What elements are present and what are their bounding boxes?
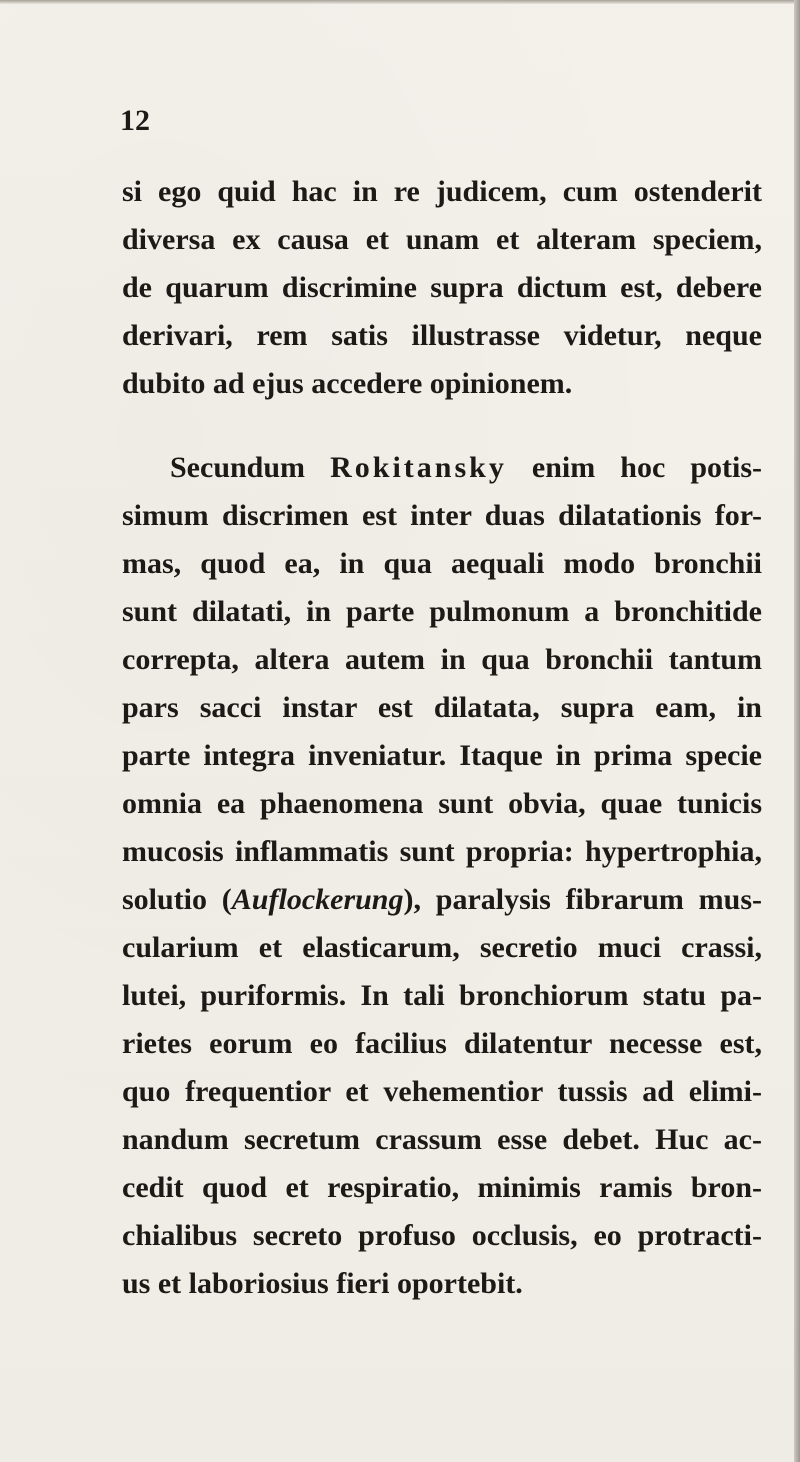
text-line: cularium et elasticarum, secretio muci crassi, — [122, 931, 762, 964]
text-line: cedit quod et respiratio, minimis ramis bron- — [122, 1171, 762, 1204]
text-segment: Secundum — [170, 451, 306, 484]
text-line: derivari, rem satis illustrasse videtur, neque — [122, 319, 762, 352]
text-line: nandum secretum crassum esse debet. Huc ac- — [122, 1123, 762, 1156]
text-line: diversa ex causa et unam et alteram speciem, — [122, 223, 762, 256]
paragraph-1 — [122, 168, 762, 408]
text-segment: ), paralysis fibrarum mus- — [403, 883, 762, 916]
text-line: rietes eorum eo facilius dilatentur necesse est, — [122, 1027, 762, 1060]
text-line: omnia ea phaenomena sunt obvia, quae tunicis — [122, 787, 762, 820]
text-line: simum discrimen est inter duas dilatationis for- — [122, 499, 762, 532]
italic-term: Auflockerung — [231, 883, 404, 916]
paragraph-2 — [122, 444, 762, 1308]
text-line: si ego quid hac in re judicem, cum ostenderit — [122, 175, 762, 208]
text-line: quo frequentior et vehementior tussis ad elimi- — [122, 1075, 762, 1108]
text-segment: enim hoc potis- — [531, 451, 763, 484]
text-line — [122, 876, 762, 924]
text-line: lutei, puriformis. In tali bronchiorum statu pa- — [122, 979, 762, 1012]
text-line: pars sacci instar est dilatata, supra eam, in — [122, 691, 762, 724]
text-line: de quarum discrimine supra dictum est, debere — [122, 271, 762, 304]
text-line: parte integra inveniatur. Itaque in prima specie — [122, 739, 762, 772]
page-right-edge — [794, 0, 800, 1462]
text-line: dubito ad ejus accedere opinionem. — [122, 367, 573, 400]
text-line: mucosis inflammatis sunt propria: hypertrophia, — [122, 835, 762, 868]
text-line: correpta, altera autem in qua bronchii tantum — [122, 643, 762, 676]
text-line: sunt dilatati, in parte pulmonum a bronchitide — [122, 595, 762, 628]
text-line: mas, quod ea, in qua aequali modo bronchii — [122, 547, 762, 580]
author-name: Rokitansky — [330, 451, 507, 484]
text-segment: solutio ( — [122, 883, 232, 916]
text-line: us et laboriosius fieri oportebit. — [122, 1267, 523, 1300]
page-number: 12 — [120, 104, 150, 137]
text-line — [122, 444, 762, 492]
text-line: chialibus secreto profuso occlusis, eo protracti- — [122, 1219, 762, 1252]
page-top-edge — [0, 0, 800, 4]
